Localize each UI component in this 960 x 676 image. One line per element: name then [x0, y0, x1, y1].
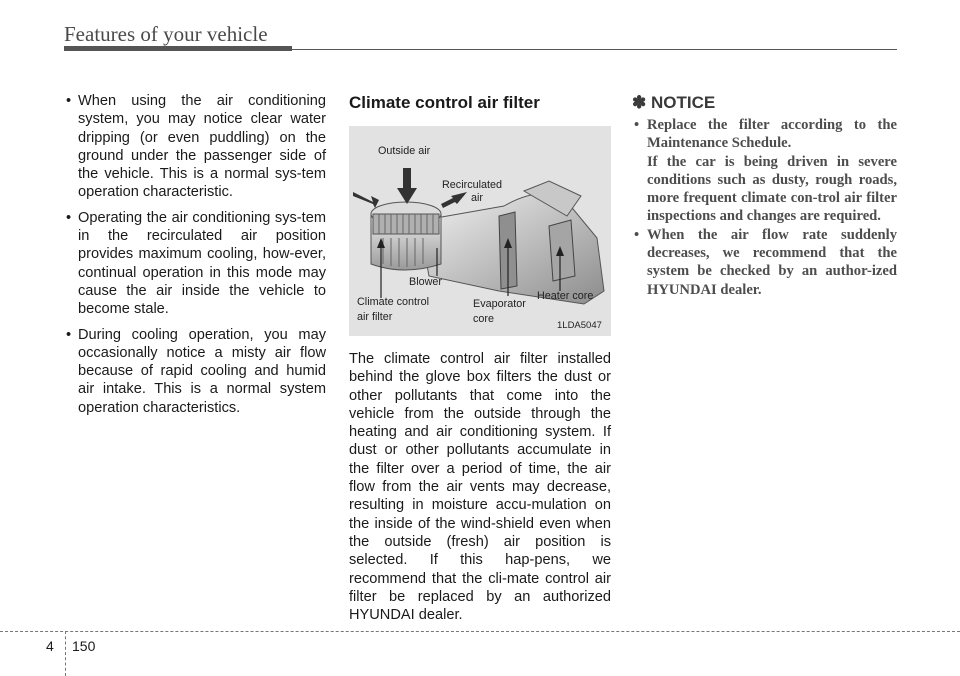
label-evaporator-core: core — [473, 313, 495, 325]
list-item — [632, 226, 897, 299]
header-rule-thin — [292, 49, 897, 50]
notice-title: ✽ NOTICE — [632, 93, 716, 112]
page-header-title: Features of your vehicle — [64, 22, 268, 46]
recirculated-air-arrow — [441, 192, 467, 208]
air-filter — [373, 214, 439, 234]
label-evaporator: Evaporator — [473, 298, 526, 310]
label-heater-core: Heater core — [537, 290, 594, 302]
climate-filter-diagram — [349, 126, 611, 336]
label-blower: Blower — [409, 276, 443, 288]
notice-extra: If the car is being driven in severe conditions such as dusty, rough roads, more frequent climate con-trol air filter inspections and changes are required. — [647, 153, 897, 225]
label-climate-control: Climate control — [357, 296, 430, 308]
list-item: • When using the air conditioning system, you may notice clear water dripping (or even puddling) on the ground under the passenger side of the vehicle. This is a normal sys-tem operation characteristic. — [64, 92, 326, 202]
list-item: • During cooling operation, you may occasionally notice a misty air flow because of rapid cooling and humid air intake. This is a normal system operation characteristics. — [64, 326, 326, 417]
middle-column — [349, 92, 611, 624]
notice-list — [632, 116, 897, 299]
label-recirculated-air: air — [471, 192, 483, 204]
label-recirculated: Recirculated — [442, 179, 503, 191]
notice-main: • Replace the filter according to the Maintenance Schedule. — [647, 117, 897, 152]
left-column — [64, 92, 326, 424]
footer-divider — [65, 631, 66, 676]
list-item: • Operating the air conditioning sys-tem in the recirculated air position provides maximum cooling, how-ever, continual operation in this mode may cause the air inside the vehicle to become stale. — [64, 209, 326, 319]
page-number: 150 — [72, 638, 96, 654]
footer-rule — [0, 631, 960, 632]
list-item — [632, 116, 897, 226]
left-air-arrow — [353, 192, 379, 208]
label-air-filter: air filter — [357, 311, 393, 323]
ac-notes-list — [64, 92, 326, 417]
outside-air-arrow — [397, 168, 417, 204]
section-title: Climate control air filter — [349, 93, 540, 112]
filter-description: The climate control air filter installed behind the glove box filters the dust or other pollutants that come into the vehicle from the outside through the heating and air conditioning system. If dust or other pollutants accumulate in the filter over a period of time, the air flow from the air vents may decrease, resulting in moisture accu-mulation on the inside of the wind-shield even when the outside (fresh) air position is selected. If this hap-pens, we recommend that the cli-mate control air filter be replaced by an authorized HYUNDAI dealer. — [349, 351, 611, 624]
heater-core — [549, 220, 575, 281]
label-outside-air: Outside air — [378, 145, 431, 157]
right-column — [632, 92, 897, 299]
figure-code: 1LDA5047 — [557, 320, 602, 331]
section-number: 4 — [46, 638, 54, 654]
notice-main: • When the air flow rate suddenly decreases, we recommend that the system be checked by an author-ized HYUNDAI dealer. — [647, 226, 897, 298]
header-rule-thick — [64, 46, 292, 51]
